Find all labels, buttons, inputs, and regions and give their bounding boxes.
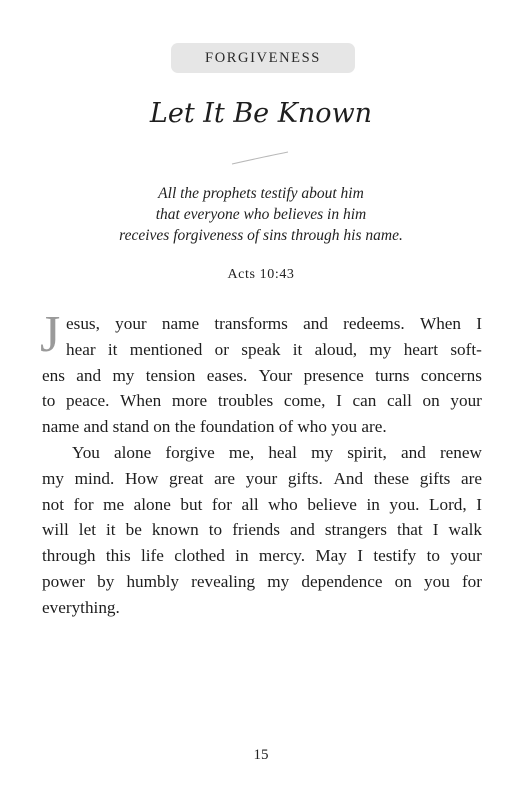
- drop-cap: J: [40, 306, 61, 363]
- text-line: ens and my tension eases. Your presence turns concerns: [42, 365, 482, 385]
- text-line: You alone forgive me, heal my spirit, and renew: [72, 442, 482, 462]
- text-line: my mind. How great are your gifts. And these gifts are: [42, 468, 482, 488]
- epigraph-line: receives forgiveness of sins through his name.: [119, 227, 403, 244]
- flourish-ornament: [230, 150, 290, 166]
- text-line: hear it mentioned or speak it aloud, my heart soft-: [66, 339, 482, 359]
- text-line: name and stand on the foundation of who you are.: [42, 417, 387, 437]
- page-number: 15: [253, 747, 269, 763]
- paragraph-2: [42, 440, 482, 621]
- epigraph: [0, 183, 522, 246]
- text-line: everything.: [42, 597, 120, 617]
- epigraph-line: that everyone who believes in him: [155, 206, 367, 223]
- category-tab: [171, 43, 355, 73]
- text-line: not for me alone but for all who believe in you. Lord, I: [42, 494, 482, 514]
- text-line: to peace. When more troubles come, I can call on your: [42, 391, 482, 411]
- page-title: Let It Be Known: [149, 98, 373, 129]
- text-line: will let it be known to friends and strangers that I walk: [42, 520, 482, 540]
- epigraph-line: All the prophets testify about him: [158, 185, 364, 202]
- paragraph-1: [40, 306, 482, 440]
- text-line: power by humbly revealing my dependence on you for: [42, 571, 482, 591]
- category-label: FORGIVENESS: [205, 49, 321, 66]
- scripture-citation: Acts 10:43: [227, 267, 295, 282]
- body-text: [40, 306, 482, 621]
- text-line: esus, your name transforms and redeems. When I: [66, 314, 482, 333]
- text-line: through this life clothed in mercy. May I testify to your: [42, 546, 482, 566]
